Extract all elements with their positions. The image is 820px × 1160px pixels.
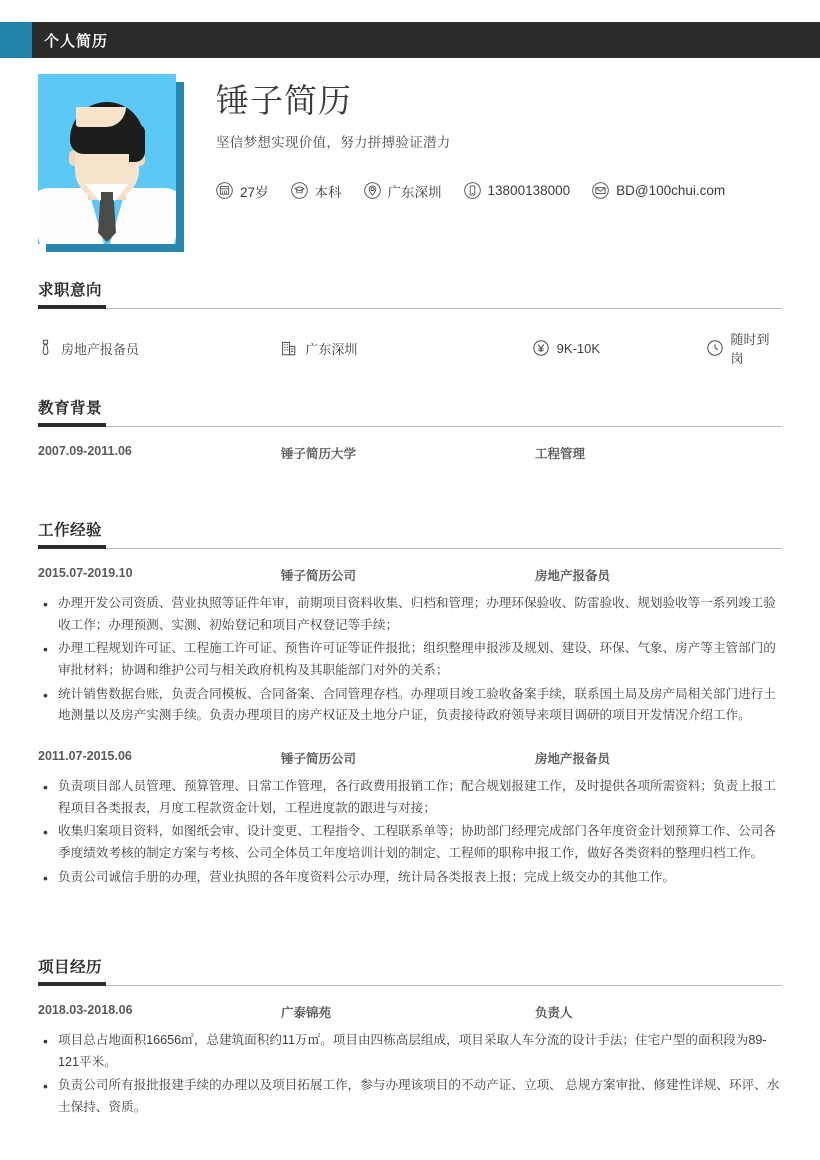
education-major: 工程管理 xyxy=(535,447,586,461)
work-company: 锤子简历公司 xyxy=(281,751,357,766)
avatar-hair-side xyxy=(129,124,145,162)
location-pin-icon xyxy=(364,182,381,199)
list-item: • 办理工程规划许可证、工程施工许可证、预售许可证等证件报批；组织整理申报涉及规划、建设、环保、气象、房产等主管部门的审批材料；协调和维护公司与相关政府机构及其职能部门对外的关系； xyxy=(38,638,782,681)
section-rule xyxy=(38,426,782,427)
section-header xyxy=(38,955,782,986)
education-school: 锤子简历大学 xyxy=(281,447,357,461)
section-title: 求职意向 xyxy=(38,282,103,299)
project-bullets xyxy=(38,1030,782,1119)
education-entry xyxy=(38,444,782,462)
intention-position-value: 房地产报备员 xyxy=(61,341,140,357)
project-name: 广泰锦苑 xyxy=(281,1006,332,1020)
contact-degree xyxy=(291,181,342,201)
work-role: 房地产报备员 xyxy=(535,751,611,766)
section-job-intention xyxy=(38,278,782,367)
section-work-experience xyxy=(38,518,782,888)
candidate-tagline: 坚信梦想实现价值，努力拼搏验证潜力 xyxy=(216,134,451,150)
intention-city-value: 广东深圳 xyxy=(305,341,358,357)
section-rule xyxy=(38,548,782,549)
intention-availability-value: 随时到岗 xyxy=(730,332,770,366)
section-header xyxy=(38,518,782,549)
section-title: 教育背景 xyxy=(38,400,103,417)
list-item: • 负责公司所有报批报建手续的办理以及项目拓展工作，参与办理该项目的不动产证、立项、 总规方案审批、修建性详规、环评、水土保持、资质。 xyxy=(38,1075,782,1118)
work-bullets xyxy=(38,593,782,727)
page-title: 个人简历 xyxy=(44,32,109,50)
avatar xyxy=(38,74,188,254)
contact-location xyxy=(364,181,442,201)
list-item: • 负责公司诚信手册的办理，营业执照的各年度资料公示办理，统计局各类报表上报；完成上级交办的其他工作。 xyxy=(38,867,782,889)
work-date: 2011.07-2015.06 xyxy=(38,748,132,763)
project-entry xyxy=(38,1003,782,1021)
phone-icon xyxy=(464,182,481,199)
yuan-icon xyxy=(533,340,549,356)
work-entry xyxy=(38,749,782,767)
profile-header xyxy=(0,66,820,256)
section-rule-accent xyxy=(38,545,106,549)
intention-city xyxy=(281,329,532,367)
work-entry xyxy=(38,566,782,584)
section-rule-accent xyxy=(38,423,106,427)
contact-phone-value: 13800138000 xyxy=(487,183,571,199)
building-icon xyxy=(281,340,297,357)
contact-age xyxy=(216,181,269,201)
intention-salary xyxy=(533,329,707,367)
project-role: 负责人 xyxy=(535,1006,573,1020)
contact-age-value: 27岁 xyxy=(240,184,269,200)
list-item: • 办理开发公司资质、营业执照等证件年审，前期项目资料收集、归档和管理；办理环保验收、防雷验收、规划验收等一系列竣工验收工作；办理预测、实测、初始登记和项目产权登记等手续； xyxy=(38,593,782,636)
list-item: • 负责项目部人员管理、预算管理、日常工作管理，各行政费用报销工作；配合规划报建工作，及时提供各项所需资料；负责上报工程项目各类报表，月度工程款资金计划，工程进度款的跟进与对接； xyxy=(38,776,782,819)
top-bar-accent-block xyxy=(0,22,32,58)
project-date: 2018.03-2018.06 xyxy=(38,1003,133,1017)
section-title: 工作经验 xyxy=(38,522,103,539)
section-education xyxy=(38,396,782,462)
list-item: • 统计销售数据台账，负责合同模板、合同备案、合同管理存档。办理项目竣工验收备案手续，联系国土局及房产局相关部门进行土地测量以及房产实测手续。负责办理项目的房产权证及土地分户证，负责接待政府领导来项目调研的项目开发情况介绍工作。 xyxy=(38,684,782,727)
section-header xyxy=(38,278,782,309)
contact-location-value: 广东深圳 xyxy=(387,184,442,200)
intention-position xyxy=(38,329,281,367)
work-bullets xyxy=(38,776,782,888)
necktie-icon xyxy=(38,339,53,357)
education-date: 2007.09-2011.06 xyxy=(38,444,132,458)
section-project-experience xyxy=(38,955,782,1119)
list-item: • 收集归案项目资料，如图纸会审、设计变更、工程指令、工程联系单等；协助部门经理完成部门各年度资金计划预算工作、公司各季度绩效考核的制定方案与考核、公司全体员工年度培训计划的制定、工程师的职称申报工作，做好各类资料的整理归档工作。 xyxy=(38,821,782,864)
work-company: 锤子简历公司 xyxy=(281,569,357,583)
section-rule xyxy=(38,308,782,309)
graduation-cap-icon xyxy=(291,182,308,199)
clock-icon xyxy=(707,340,723,356)
contact-email-value: BD@100chui.com xyxy=(616,183,726,199)
top-bar xyxy=(0,22,820,58)
avatar-illustration xyxy=(38,74,176,244)
list-item: • 项目总占地面积16656㎡，总建筑面积约11万㎡。项目由四栋高层组成，项目采取人车分流的设计手法；住宅户型的面积段为89-121平米。 xyxy=(38,1030,782,1073)
contact-phone xyxy=(464,182,571,199)
contact-degree-value: 本科 xyxy=(314,184,342,200)
section-title: 项目经历 xyxy=(38,959,103,976)
work-date: 2015.07-2019.10 xyxy=(38,566,133,580)
work-role: 房地产报备员 xyxy=(535,569,611,583)
calendar-icon xyxy=(216,182,233,199)
section-header xyxy=(38,396,782,427)
contact-list xyxy=(216,181,747,201)
section-rule-accent xyxy=(38,982,106,986)
section-rule xyxy=(38,985,782,986)
job-intention-row xyxy=(38,329,782,367)
section-rule-accent xyxy=(38,305,106,309)
contact-email xyxy=(592,182,725,199)
candidate-name: 锤子简历 xyxy=(216,82,352,119)
intention-availability xyxy=(707,329,783,367)
profile-info xyxy=(216,82,747,256)
intention-salary-value: 9K-10K xyxy=(556,340,601,356)
envelope-icon xyxy=(592,182,609,199)
top-bar-title-strip xyxy=(32,22,820,58)
